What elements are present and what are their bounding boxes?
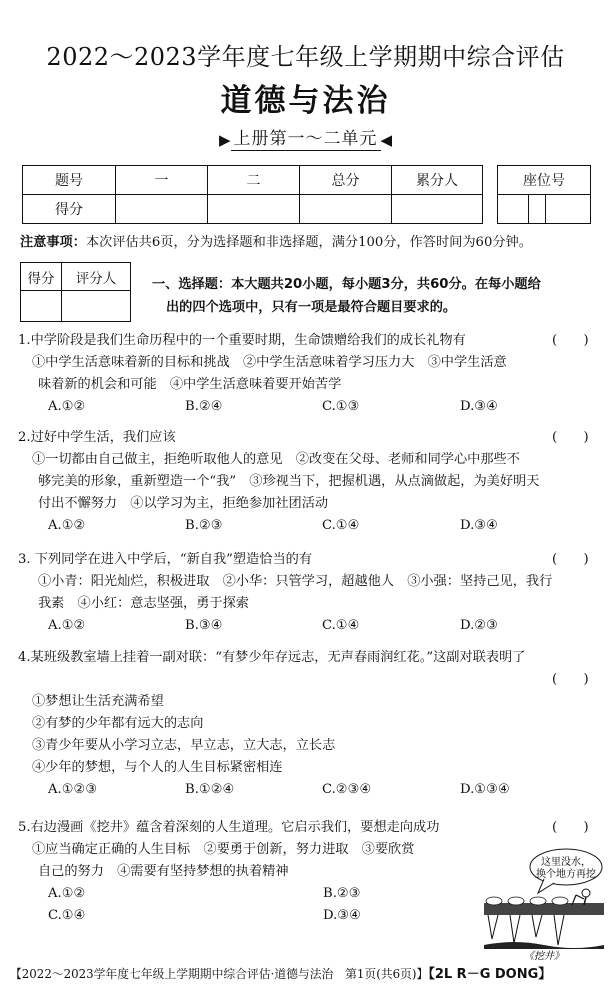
- cell-part-two: 二: [208, 166, 300, 195]
- option-d[interactable]: D.①③④: [460, 782, 510, 797]
- section-heading-line: 出的四个选项中，只有一项是最符合题目要求的。: [166, 300, 457, 315]
- wells: [488, 915, 564, 945]
- option-d[interactable]: D.③④: [460, 399, 498, 414]
- cell-score-label: 得分: [23, 195, 116, 224]
- statement-line: ④少年的梦想，与个人的人生目标紧密相连: [32, 760, 283, 775]
- cell-question-number-label: 题号: [23, 166, 116, 195]
- cell-total: 总分: [300, 166, 392, 195]
- ground-strip: [484, 903, 604, 915]
- grader-name-field[interactable]: [62, 291, 131, 322]
- score-table: [22, 165, 483, 224]
- options-row: [18, 615, 608, 637]
- exam-title: 2022～2023学年度七年级上学期期中综合评估: [46, 43, 565, 71]
- option-c[interactable]: C.①③: [322, 399, 360, 414]
- score-field-total[interactable]: [300, 195, 392, 224]
- seat-digit-box[interactable]: [498, 195, 529, 224]
- statement-line: ①梦想让生活充满希望: [32, 694, 164, 709]
- footer-text: 【2022～2023学年度七年级上学期期中综合评估·道德与法治 第1页(共6页)】: [10, 967, 429, 981]
- statement-line: 我素 ④小红：意志坚强，勇于探索: [38, 596, 249, 611]
- option-c[interactable]: C.①④: [322, 618, 360, 633]
- question-2: [18, 427, 608, 537]
- grader-score-field[interactable]: [21, 291, 62, 322]
- question-3: [18, 549, 608, 637]
- score-field-accumulator[interactable]: [392, 195, 483, 224]
- option-b[interactable]: B.②④: [185, 399, 223, 414]
- options-row: [18, 779, 608, 801]
- option-b[interactable]: B.①②④: [185, 782, 235, 797]
- score-field-part-one[interactable]: [116, 195, 208, 224]
- option-d[interactable]: D.②③: [460, 618, 498, 633]
- question-stem: 5.右边漫画《挖井》蕴含着深刻的人生道理。它启示我们，要想走向成功 ( ): [18, 817, 608, 839]
- grader-name-label: 评分人: [62, 263, 131, 291]
- answer-blank[interactable]: ( ): [552, 820, 589, 835]
- score-field-part-two[interactable]: [208, 195, 300, 224]
- seat-label: 座位号: [498, 166, 591, 195]
- statement-line: 够完美的形象，重新塑造一个“我” ③珍视当下，把握机遇，从点滴做起，为美好明天: [38, 474, 540, 489]
- subject-title: 道德与法治: [220, 83, 391, 119]
- answer-blank[interactable]: ( ): [552, 552, 589, 567]
- answer-blank[interactable]: ( ): [552, 430, 589, 445]
- statement-line: ①小青：阳光灿烂，积极进取 ②小华：只管学习，超越他人 ③小强：坚持己见，我行: [38, 574, 553, 589]
- page-footer: [10, 966, 608, 983]
- cartoon-caption: 《挖井》: [524, 951, 564, 961]
- question-stem: 3. 下列同学在进入中学后，“新自我”塑造恰当的有 ( ): [18, 549, 608, 571]
- speech-text-line: 换个地方再挖: [536, 869, 596, 880]
- underground-water: [484, 942, 604, 949]
- seat-digit-box[interactable]: [546, 195, 591, 224]
- option-a[interactable]: A.①②: [48, 618, 86, 633]
- options-row: [18, 396, 608, 418]
- statement-line: 味着新的机会和可能 ④中学生活意味着要开始苦学: [38, 377, 342, 392]
- seat-table: [497, 165, 591, 224]
- notice: [20, 233, 605, 253]
- notice-label: 注意事项：: [20, 235, 86, 250]
- grader-score-label: 得分: [21, 263, 62, 291]
- speech-text-line: 这里没水，: [541, 857, 591, 868]
- seat-digit-box[interactable]: [529, 195, 546, 224]
- option-a[interactable]: A.①②: [48, 886, 86, 901]
- triangle-right-icon: ▶: [218, 130, 231, 149]
- option-a[interactable]: A.①②: [48, 399, 86, 414]
- statement-line: 自己的努力 ④需要有坚持梦想的执着精神: [38, 864, 289, 879]
- question-stem: 1.中学阶段是我们生命历程中的一个重要时期，生命馈赠给我们的成长礼物有 ( ): [18, 330, 608, 352]
- question-stem: 4.某班级教室墙上挂着一副对联：“有梦少年存远志，无声春雨润红花。”这副对联表明了: [18, 650, 526, 665]
- cell-part-one: 一: [116, 166, 208, 195]
- option-c[interactable]: C.②③④: [322, 782, 372, 797]
- digger-figure: [572, 889, 590, 905]
- statement-line: ③青少年要从小学习立志，早立志，立大志，立长志: [32, 738, 336, 753]
- statement-line: ②有梦的少年都有远大的志向: [32, 716, 204, 731]
- section-heading-line: 一、选择题：本大题共20小题，每小题3分，共60分。在每小题给: [152, 277, 541, 292]
- option-c[interactable]: C.①④: [48, 908, 86, 923]
- option-b[interactable]: B.③④: [185, 618, 223, 633]
- statement-line: ①应当确定正确的人生目标 ②要勇于创新，努力进取 ③要欣赏: [32, 842, 415, 857]
- section-heading: [152, 273, 592, 319]
- question-stem: 2.过好中学生活，我们应该 ( ): [18, 427, 608, 449]
- answer-blank[interactable]: ( ): [552, 672, 589, 687]
- statement-line: ①一切都由自己做主，拒绝听取他人的意见 ②改变在父母、老师和同学心中那些不: [32, 452, 520, 467]
- question-4: [18, 647, 608, 801]
- scope-text: 上册第一～二单元: [231, 128, 381, 151]
- option-d[interactable]: D.③④: [323, 908, 361, 923]
- notice-text: 本次评估共6页，分为选择题和非选择题，满分100分，作答时间为60分钟。: [85, 235, 532, 250]
- grader-table: [20, 262, 131, 322]
- statement-line: 付出不懈努力 ④以学习为主，拒绝参加社团活动: [38, 496, 329, 511]
- option-b[interactable]: B.②③: [323, 886, 361, 901]
- cell-accumulator: 累分人: [392, 166, 483, 195]
- triangle-left-icon: ◀: [380, 130, 393, 149]
- statement-line: ①中学生活意味着新的目标和挑战 ②中学生活意味着学习压力大 ③中学生活意: [32, 355, 507, 370]
- score-table-header-row: [23, 166, 483, 195]
- scope-banner: [0, 128, 611, 151]
- options-row: [18, 515, 608, 537]
- option-b[interactable]: B.②③: [185, 518, 223, 533]
- option-c[interactable]: C.①④: [322, 518, 360, 533]
- question-stem-continued: [18, 669, 608, 691]
- option-d[interactable]: D.③④: [460, 518, 498, 533]
- option-a[interactable]: A.①②③: [48, 782, 98, 797]
- footer-code: 【2L R－G DONG】: [428, 967, 552, 982]
- answer-blank[interactable]: ( ): [552, 333, 589, 348]
- well-digging-cartoon: [480, 843, 608, 961]
- option-a[interactable]: A.①②: [48, 518, 86, 533]
- question-1: [18, 330, 608, 418]
- score-table-score-row: [23, 195, 483, 224]
